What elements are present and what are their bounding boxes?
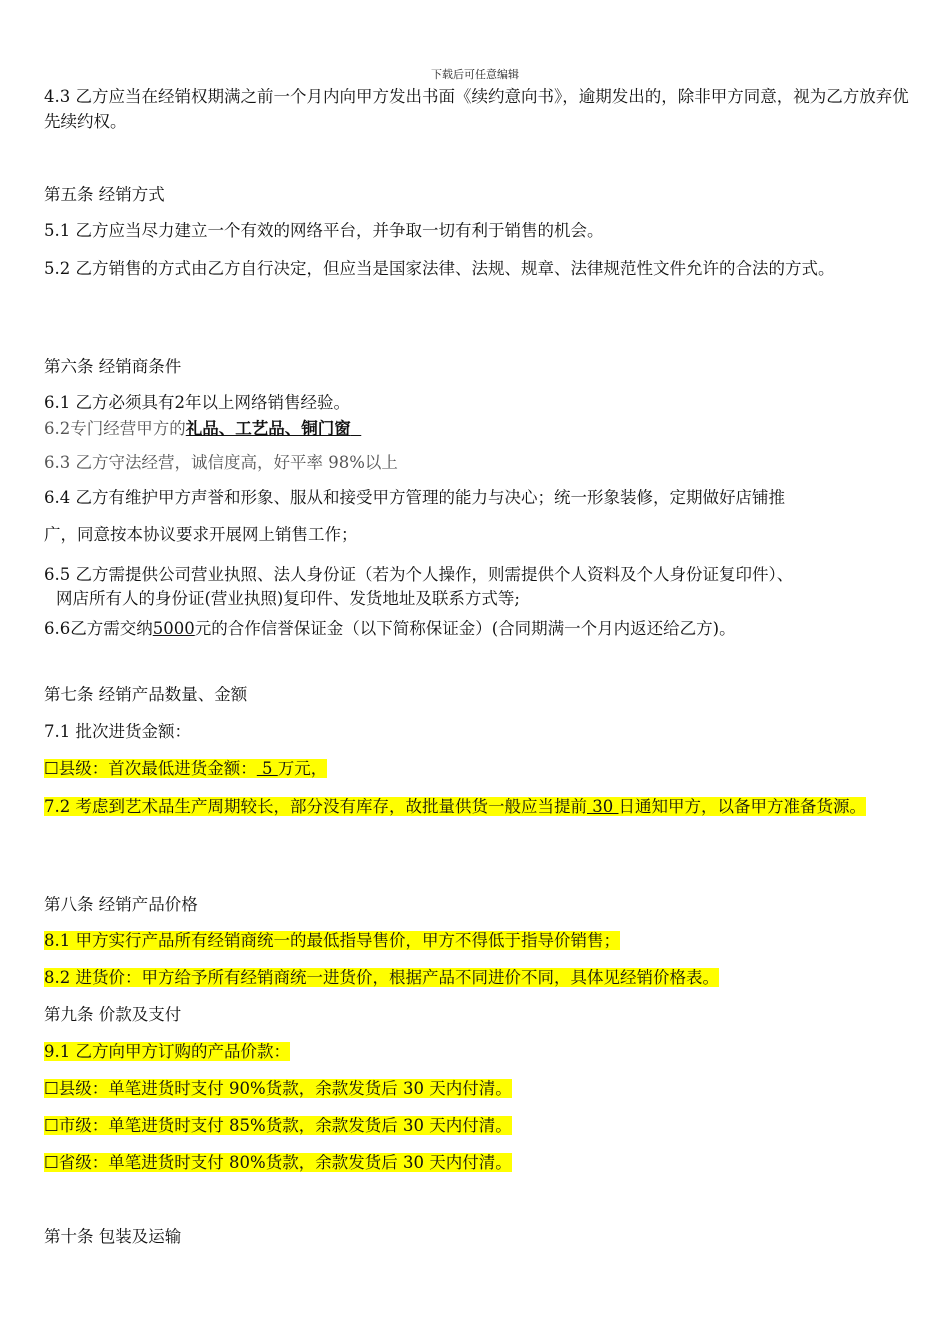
clause-4-3: 4.3 乙方应当在经销权期满之前一个月内向甲方发出书面《续约意向书》，逾期发出的，除非甲方同意，视为乙方放弃优先续约权。	[44, 87, 909, 131]
payment-province-text: ☐省级：单笔进货时支付 80%货款，余款发货后 30 天内付清。	[44, 1153, 512, 1172]
clause-5-1: 5.1 乙方应当尽力建立一个有效的网络平台，并争取一切有利于销售的机会。	[44, 221, 604, 240]
article-8-title: 第八条 经销产品价格	[44, 895, 198, 914]
payment-city	[44, 1115, 512, 1137]
county-min-purchase-post: 万元，	[277, 759, 328, 778]
page-header: 下载后可任意编辑	[431, 68, 519, 81]
clause-8-1	[44, 930, 620, 952]
clause-6-4-line1: 6.4 乙方有维护甲方声誉和形象、服从和接受甲方管理的能力与决心；统一形象装修，定期做好店铺推	[44, 488, 785, 507]
county-min-amount: 5	[256, 759, 278, 778]
clause-9-1-text: 9.1 乙方向甲方订购的产品价款：	[44, 1042, 290, 1061]
deposit-amount: 5000	[152, 619, 195, 638]
article-7-title: 第七条 经销产品数量、金额	[44, 685, 248, 704]
clause-8-2-text: 8.2 进货价：甲方给予所有经销商统一进货价，根据产品不同进价不同，具体见经销价格表。	[44, 968, 719, 987]
article-10-title: 第十条 包装及运输	[44, 1227, 182, 1246]
county-min-purchase-pre: ☐县级：首次最低进货金额：	[44, 759, 257, 778]
clause-6-1: 6.1 乙方必须具有2年以上网络销售经验。	[44, 393, 350, 412]
clause-7-2-pre: 7.2 考虑到艺术品生产周期较长，部分没有库存，故批量供货一般应当提前	[44, 797, 587, 816]
county-min-purchase	[44, 758, 327, 780]
clause-6-5-line1: 6.5 乙方需提供公司营业执照、法人身份证（若为个人操作，则需提供个人资料及个人身份证复印件）、	[44, 565, 794, 584]
clause-6-6-post: 元的合作信誉保证金（以下简称保证金）(合同期满一个月内返还给乙方)。	[194, 619, 736, 638]
article-6-title: 第六条 经销商条件	[44, 357, 182, 376]
article-5-title: 第五条 经销方式	[44, 185, 165, 204]
payment-province	[44, 1152, 512, 1174]
notice-days: 30	[587, 797, 619, 816]
clause-5-2: 5.2 乙方销售的方式由乙方自行决定，但应当是国家法律、法规、规章、法律规范性文件允许的合法的方式。	[44, 259, 835, 278]
clause-8-1-text: 8.1 甲方实行产品所有经销商统一的最低指导售价，甲方不得低于指导价销售；	[44, 931, 620, 950]
article-9-title: 第九条 价款及支付	[44, 1005, 182, 1024]
clause-8-2	[44, 967, 719, 989]
clause-6-5-line2: 网店所有人的身份证(营业执照)复印件、发货地址及联系方式等;	[56, 589, 520, 608]
payment-county-text: ☐县级：单笔进货时支付 90%货款，余款发货后 30 天内付清。	[44, 1079, 512, 1098]
clause-6-2-products: 礼品、工艺品、铜门窗	[185, 419, 351, 438]
clause-7-1: 7.1 批次进货金额：	[44, 722, 191, 741]
clause-6-3: 6.3 乙方守法经营，诚信度高，好平率 98%以上	[44, 453, 398, 472]
clause-9-1	[44, 1041, 290, 1063]
clause-7-2	[44, 794, 920, 819]
clause-6-4-line2: 广，同意按本协议要求开展网上销售工作；	[44, 525, 358, 544]
clause-6-6-pre: 6.6乙方需交纳	[44, 619, 153, 638]
payment-city-text: ☐市级：单笔进货时支付 85%货款，余款发货后 30 天内付清。	[44, 1116, 512, 1135]
clause-6-2	[44, 418, 361, 440]
clause-6-2-text: 6.2专门经营甲方的	[44, 419, 186, 438]
clause-7-2-post: 日通知甲方，以备甲方准备货源。	[618, 797, 866, 816]
payment-county	[44, 1078, 512, 1100]
clause-6-6	[44, 618, 736, 640]
